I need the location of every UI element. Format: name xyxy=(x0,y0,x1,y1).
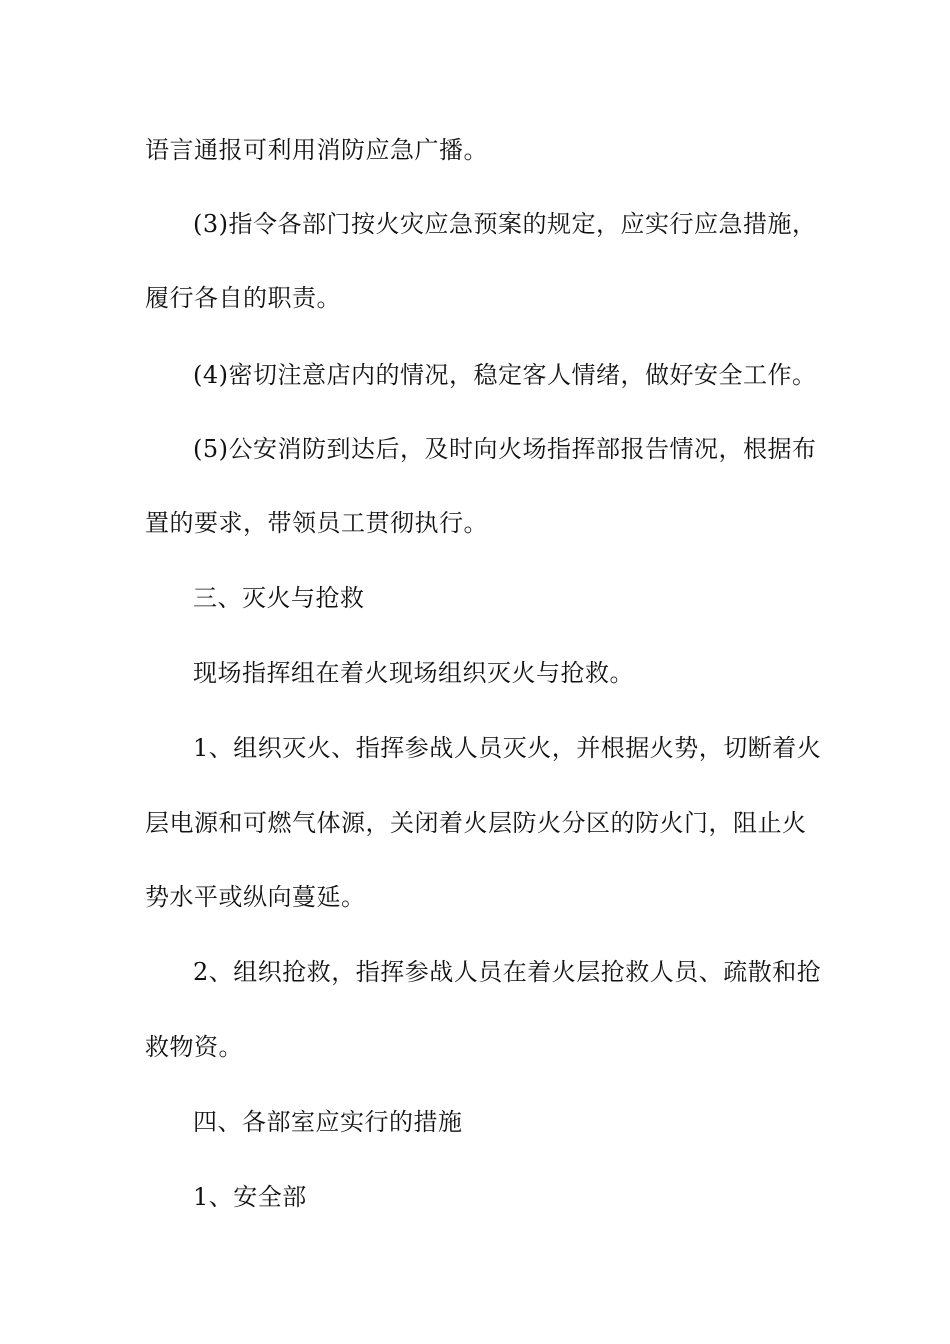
paragraph-line xyxy=(0,803,950,843)
line-text: (3)指令各部门按火灾应急预案的规定，应实行应急措施， xyxy=(193,210,817,238)
line-text: 三、灭火与抢救 xyxy=(193,584,365,612)
paragraph-line xyxy=(0,728,950,768)
subsection-heading xyxy=(0,1177,950,1217)
paragraph-line xyxy=(0,355,950,395)
section-heading xyxy=(0,1102,950,1142)
section-heading xyxy=(0,578,950,618)
paragraph-line xyxy=(0,877,950,917)
line-text: (5)公安消防到达后，及时向火场指挥部报告情况，根据布 xyxy=(193,435,817,463)
paragraph-line xyxy=(0,278,950,318)
paragraph-line xyxy=(0,952,950,992)
line-text: (4)密切注意店内的情况，稳定客人情绪，做好安全工作。 xyxy=(193,361,817,389)
paragraph-line xyxy=(0,204,950,244)
line-text: 救物资。 xyxy=(145,1033,243,1061)
paragraph-line xyxy=(0,503,950,543)
line-text: 置的要求，带领员工贯彻执行。 xyxy=(145,509,488,537)
line-text: 现场指挥组在着火现场组织灭火与抢救。 xyxy=(193,659,634,687)
line-text: 1、组织灭火、指挥参战人员灭火，并根据火势，切断着火 xyxy=(193,734,822,762)
line-text: 1、安全部 xyxy=(193,1183,307,1211)
line-text: 四、各部室应实行的措施 xyxy=(193,1108,463,1136)
line-text: 履行各自的职责。 xyxy=(145,284,341,312)
paragraph-line xyxy=(0,653,950,693)
paragraph-line xyxy=(0,1027,950,1067)
paragraph-line xyxy=(0,130,950,170)
line-text: 语言通报可利用消防应急广播。 xyxy=(145,136,488,164)
line-text: 层电源和可燃气体源，关闭着火层防火分区的防火门，阻止火 xyxy=(145,809,807,837)
paragraph-line xyxy=(0,429,950,469)
line-text: 势水平或纵向蔓延。 xyxy=(145,883,366,911)
line-text: 2、组织抢救，指挥参战人员在着火层抢救人员、疏散和抢 xyxy=(193,958,822,986)
